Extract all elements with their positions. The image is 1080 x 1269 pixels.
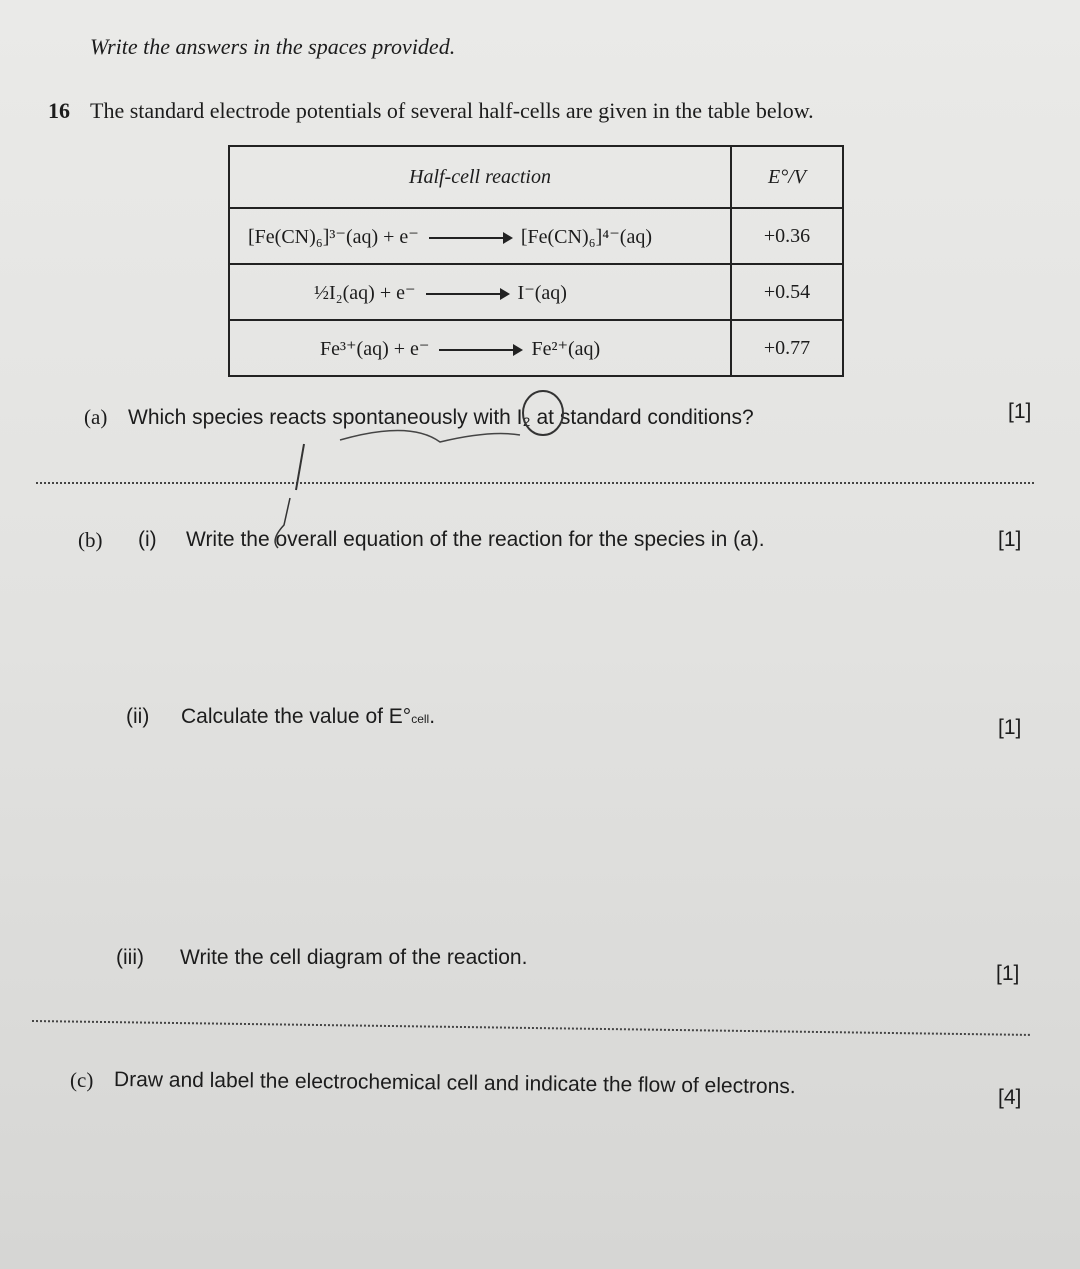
half-cell-reaction — [229, 208, 731, 264]
part-a-marks: [1] — [1008, 400, 1032, 423]
part-c-label: (c) — [70, 1068, 94, 1092]
part-b-i-marks: [1] — [998, 528, 1022, 551]
part-b-i-label: (i) — [138, 528, 157, 551]
part-c-question: Draw and label the electrochemical cell and indicate the flow of electrons. — [113, 1068, 796, 1099]
half-cell-reaction — [229, 320, 731, 376]
answer-line[interactable] — [32, 1020, 1030, 1036]
reactant: [Fe(CN)₆]³⁻(aq) + e⁻ — [248, 225, 419, 248]
part-b-iii-label: (iii) — [116, 946, 144, 969]
product: I⁻(aq) — [517, 281, 567, 304]
product: Fe²⁺(aq) — [531, 337, 601, 360]
part-b-iii-marks: [1] — [996, 962, 1020, 985]
question-intro: The standard electrode potentials of several half-cells are given in the table below. — [90, 98, 814, 123]
table-row — [229, 264, 843, 320]
table-header-row — [229, 146, 843, 208]
part-b-i-question: Write the overall equation of the reaction for the species in (a). — [186, 528, 765, 551]
table-row — [229, 208, 843, 264]
reactant: ½I₂(aq) + e⁻ — [314, 281, 416, 304]
question-number: 16 — [48, 98, 70, 123]
part-b-ii-marks: [1] — [998, 716, 1022, 739]
reaction-arrow-icon — [439, 349, 521, 351]
potential-value: +0.54 — [731, 264, 843, 320]
reaction-arrow-icon — [429, 237, 511, 239]
part-a-label: (a) — [84, 405, 108, 429]
half-cell-reaction — [229, 264, 731, 320]
reaction-arrow-icon — [426, 293, 508, 295]
potential-value: +0.77 — [731, 320, 843, 376]
part-b-iii-question: Write the cell diagram of the reaction. — [180, 946, 528, 969]
header-half-cell: Half-cell reaction — [229, 146, 731, 208]
electrode-potential-table — [228, 145, 844, 377]
part-b-ii-label: (ii) — [126, 705, 150, 728]
reactant: Fe³⁺(aq) + e⁻ — [320, 337, 430, 360]
part-b-ii-suffix: . — [429, 705, 436, 728]
part-b-ii-subscript: cell — [411, 712, 430, 726]
potential-value: +0.36 — [731, 208, 843, 264]
table-row — [229, 320, 843, 376]
part-a-question: Which species reacts spontaneously with I₂ at standard conditions? — [128, 406, 754, 429]
part-b-label: (b) — [78, 528, 103, 552]
part-b-ii-text: Calculate the value of E° — [181, 705, 412, 728]
part-b-ii-question — [181, 705, 435, 729]
part-c-marks: [4] — [998, 1086, 1022, 1109]
product: [Fe(CN)₆]⁴⁻(aq) — [520, 225, 652, 248]
instruction-text: Write the answers in the spaces provided. — [90, 34, 456, 59]
header-e-standard: E°/V — [731, 146, 843, 208]
